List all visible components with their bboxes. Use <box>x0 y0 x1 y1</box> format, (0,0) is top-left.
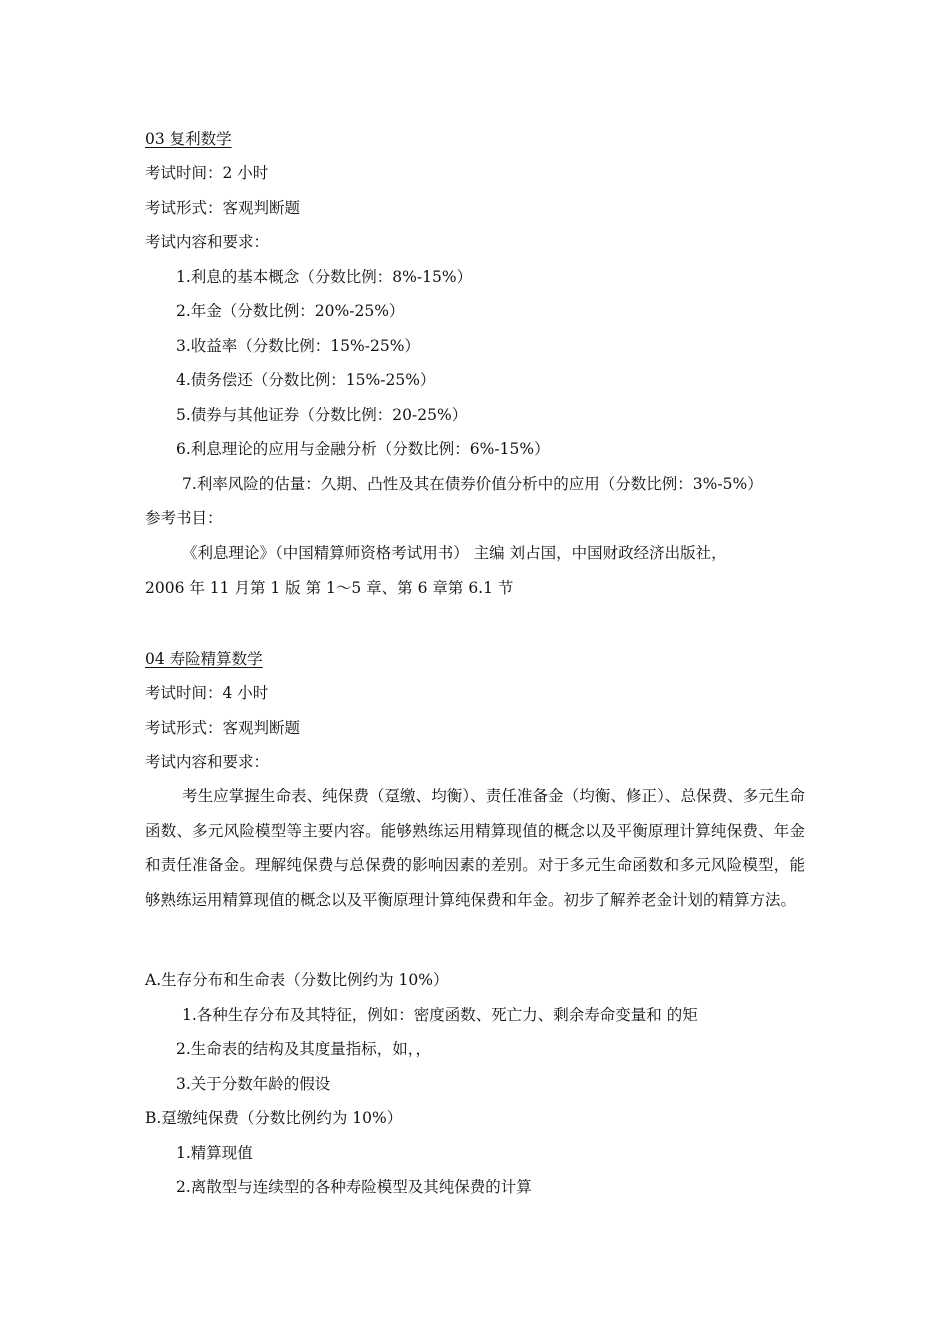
list-item: 2.离散型与连续型的各种寿险模型及其纯保费的计算 <box>176 1178 532 1196</box>
list-item: 1.利息的基本概念（分数比例：8%-15%） <box>176 268 473 286</box>
list-item: 5.债券与其他证券（分数比例：20-25%） <box>176 406 468 424</box>
section-04-sub-a: A.生存分布和生命表（分数比例约为 10%） <box>145 971 449 989</box>
section-03-format: 考试形式：客观判断题 <box>145 199 301 217</box>
list-item: 7.利率风险的估量：久期、凸性及其在债券价值分析中的应用（分数比例：3%-5%） <box>182 475 763 493</box>
section-04-title: 04 寿险精算数学 <box>145 650 263 668</box>
list-item: 3.关于分数年龄的假设 <box>176 1075 331 1093</box>
list-item: 3.收益率（分数比例：15%-25%） <box>176 337 420 355</box>
section-03-title: 03 复利数学 <box>145 130 232 148</box>
section-04-content-label: 考试内容和要求： <box>145 753 270 771</box>
section-04-time: 考试时间：4 小时 <box>145 684 269 702</box>
section-04-sub-b: B.趸缴纯保费（分数比例约为 10%） <box>145 1109 403 1127</box>
section-03-ref-line-2: 2006 年 11 月第 1 版 第 1～5 章、第 6 章第 6.1 节 <box>145 579 514 597</box>
list-item: 4.债务偿还（分数比例：15%-25%） <box>176 371 436 389</box>
section-04-format: 考试形式：客观判断题 <box>145 719 301 737</box>
list-item: 2.生命表的结构及其度量指标，如，， <box>176 1040 432 1058</box>
section-03-time: 考试时间：2 小时 <box>145 164 269 182</box>
section-03-ref-line-1: 《利息理论》（中国精算师资格考试用书） 主编 刘占国，中国财政经济出版社， <box>182 544 727 562</box>
list-item: 1.各种生存分布及其特征，例如：密度函数、死亡力、剩余寿命变量和 的矩 <box>182 1006 698 1024</box>
list-item: 1.精算现值 <box>176 1144 253 1162</box>
section-03-content-label: 考试内容和要求： <box>145 233 270 251</box>
list-item: 2.年金（分数比例：20%-25%） <box>176 302 405 320</box>
list-item: 6.利息理论的应用与金融分析（分数比例：6%-15%） <box>176 440 550 458</box>
section-03-ref-label: 参考书目： <box>145 509 223 527</box>
section-04-paragraph: 考生应掌握生命表、纯保费（趸缴、均衡）、责任准备金（均衡、修正）、总保费、多元生命函数、多元风险模型等主要内容。能够熟练运用精算现值的概念以及平衡原理计算纯保费、年金和责任准备金。理解纯保费与总保费的影响因素的差别。对于多元生命函数和多元风险模型，能够熟练运用精算现值的概念以及平衡原理计算纯保费和年金。初步了解养老金计划的精算方法。 <box>145 787 805 909</box>
